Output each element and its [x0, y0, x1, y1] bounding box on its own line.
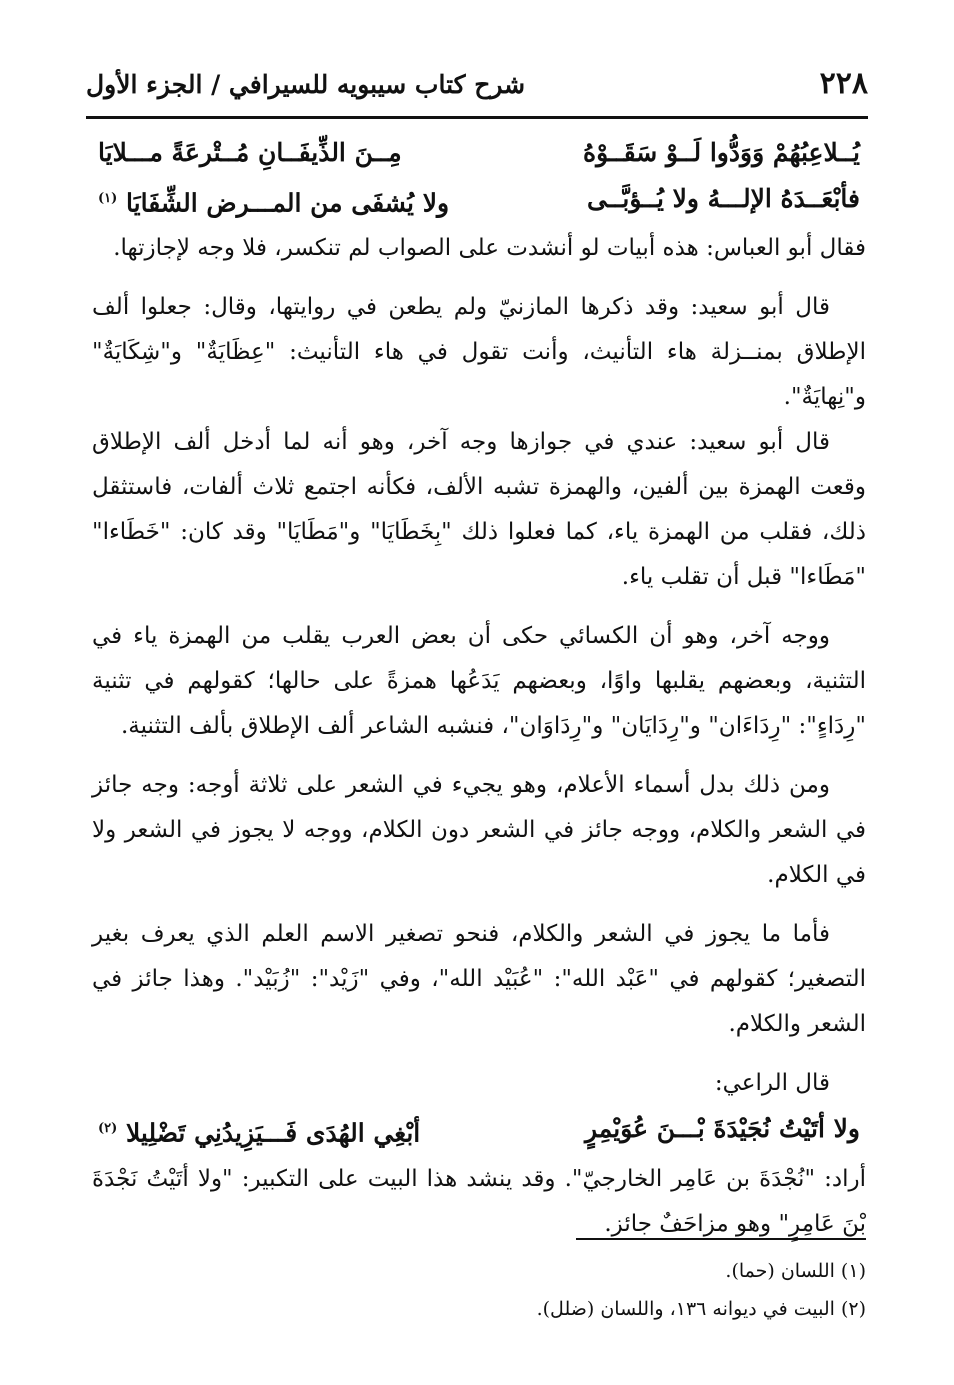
verse-first-hemistich: ولا أتَيْتُ نُجَيْدَةَ بْـــنَ عُوَيْمِرٍ	[585, 1114, 860, 1144]
poet-label: قال الراعي:	[714, 1070, 830, 1097]
running-header	[86, 60, 868, 119]
main-text	[92, 130, 866, 1247]
verse-second-hemistich	[98, 176, 449, 226]
footnote-marker: (١)	[98, 191, 118, 206]
verse-text: أبْغِي الهُدَى فَـــيَزِيدُنِي تَضْلِيلا	[126, 1118, 421, 1148]
verse-second-hemistich: مِــنَ الذِّيفَــانِ مُــتْرعَةً مـــلايَا	[98, 138, 402, 167]
book-title: شرح كتاب سيبويه للسيرافي / الجزء الأول	[86, 70, 526, 99]
paragraph: فأما ما يجوز في الشعر والكلام، فنحو تصغير الاسم العلم الذي يعرف بغير التصغير؛ كقولهم في "عَبْد الله": "عُبَيْد الله"، وفي "زَيْد": "زُبَيْد". وهذا جائز في الشعر والكلام.	[92, 921, 866, 1038]
footnote-divider	[576, 1238, 866, 1240]
footnote: (٢) البيت في ديوانه ١٣٦، واللسان (ضلل).	[536, 1298, 866, 1320]
verse-line	[92, 130, 866, 176]
footnotes	[92, 1238, 866, 1328]
paragraph: قال أبو سعيد: عندي في جوازها وجه آخر، وهو أنه لما أدخل ألف الإطلاق وقعت الهمزة بين ألفين، والهمزة تشبه الألف، فكأنه اجتمع ثلاث ألفات، فاستثقل ذلك، فقلب من الهمزة ياء، كما فعلوا ذلك "بِخَطَايَا" و"مَطَايَا" وقد كان: "خَطَاءا" "مَطَاءا" قبل أن تقلب ياء.	[92, 429, 866, 591]
verse-line	[92, 1106, 866, 1156]
paragraph: فقال أبو العباس: هذه أبيات لو أنشدت على الصواب لم تنكسر، فلا وجه لإجازتها.	[113, 235, 866, 262]
paragraph: ومن ذلك بدل أسماء الأعلام، وهو يجيء في الشعر على ثلاثة أوجه: وجه جائز في الشعر والكلام، ووجه جائز في الشعر دون الكلام، ووجه لا يجوز في الشعر ولا في الكلام.	[92, 772, 866, 889]
footnote: (١) اللسان (حما).	[725, 1260, 866, 1282]
verse-first-hemistich: فأبْعَــدَهُ الإلـــهُ ولا يُــؤبَّــى	[586, 184, 860, 213]
paragraph: ووجه آخر، وهو أن الكسائي حكى أن بعض العرب يقلب من الهمزة ياء في التثنية، وبعضهم يقلبها واوًا، وبعضهم يَدَعُها همزةً على حالها؛ كقولهم في تثنية "رِدَاءٍ": "رِدَاءَان" و"رِدَايَان" و"رِدَاوَان"، فنشبه الشاعر ألف الإطلاق بألف التثنية.	[92, 623, 866, 740]
verse-text: ولا يُشفَى من المـــرض الشِّفَايَا	[126, 188, 450, 218]
verse-line	[92, 176, 866, 226]
footnote-marker: (٢)	[98, 1121, 118, 1137]
verse-first-hemistich: يُــلاعِبُهُمْ وَوَدُّوا لَــوْ سَقَــوْهُ	[583, 138, 860, 167]
page-number: ٢٢٨	[819, 66, 868, 101]
paragraph: أراد: "نُجْدَةَ بن عَامِر الخارجيّ". وقد ينشد هذا البيت على التكبير: "ولا أتَيْتُ نَجْدَةَ بْنَ عَامِرٍ" وهو مزاحَفٌ جائز.	[92, 1165, 866, 1237]
verse-second-hemistich	[98, 1106, 420, 1156]
paragraph: قال أبو سعيد: وقد ذكرها المازنيّ ولم يطعن في روايتها، وقال: جعلوا ألف الإطلاق بمنــزلة هاء التأنيث، وأنت تقول في هاء التأنيث: "عِظَايَةٌ" و"شِكَايَةٌ" و"نِهايَةٌ".	[92, 294, 866, 411]
